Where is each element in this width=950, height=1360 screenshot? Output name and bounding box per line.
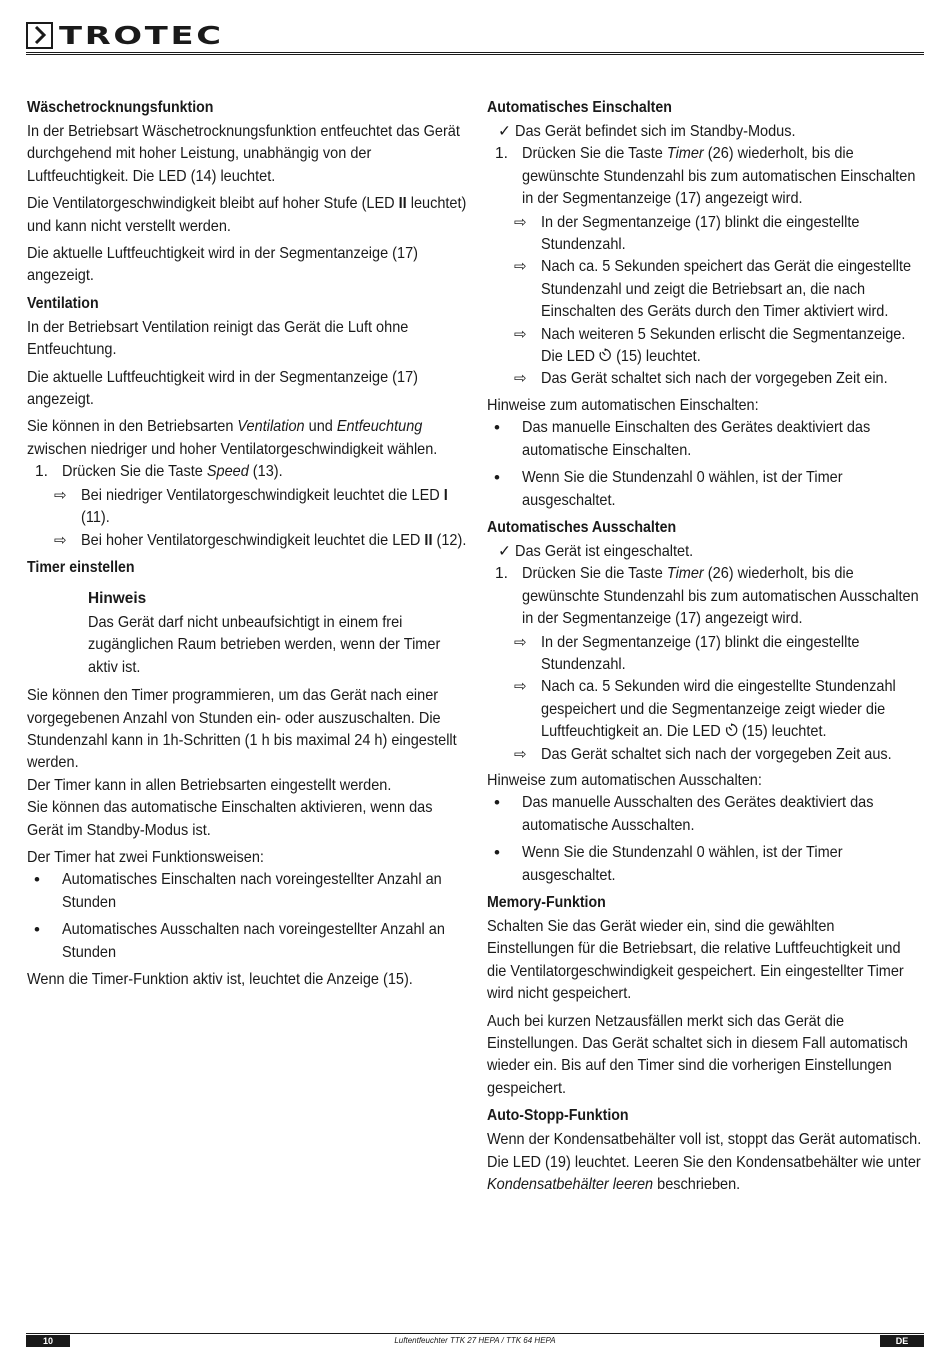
note-text: Das Gerät darf nicht unbeaufsichtigt in einem frei zugänglichen Raum betrieben werden, wenn der Timer aktiv ist.: [88, 613, 441, 676]
arrow-right-icon: ⇨: [54, 486, 67, 504]
precondition-item: ✓ Das Gerät befindet sich im Standby-Modus.: [487, 121, 923, 143]
bullet-item: • Wenn Sie die Stundenzahl 0 wählen, ist der Timer ausgeschaltet.: [494, 468, 843, 509]
step-number: 1.: [35, 463, 49, 481]
bullet-item: • Automatisches Ausschalten nach voreingestellter Anzahl an Stunden: [34, 920, 445, 961]
result-item: ⇨ Bei niedriger Ventilatorgeschwindigkeit leuchtet die LED I (11).: [54, 486, 448, 527]
bullet-icon: •: [494, 843, 500, 863]
heading-automatisches-ausschalten: Automatisches Ausschalten: [487, 518, 677, 536]
arrow-right-icon: ⇨: [514, 325, 527, 343]
left-column: [27, 97, 467, 996]
arrow-right-icon: ⇨: [514, 258, 527, 276]
paragraph: Der Timer kann in allen Betriebsarten eingestellt werden.: [27, 776, 392, 794]
check-icon: ✓: [498, 123, 512, 140]
paragraph: Die aktuelle Luftfeuchtigkeit wird in der Segmentanzeige (17) angezeigt.: [27, 368, 418, 409]
bullet-item: • Das manuelle Einschalten des Gerätes deaktiviert das automatische Einschalten.: [494, 418, 871, 459]
arrow-right-icon: ⇨: [514, 370, 527, 388]
step-number: 1.: [495, 565, 509, 583]
timer-icon: [725, 723, 738, 737]
paragraph: Wenn die Timer-Funktion aktiv ist, leuchtet die Anzeige (15).: [27, 971, 413, 988]
paragraph: Schalten Sie das Gerät wieder ein, sind die gewählten Einstellungen für die Betriebsart, die relative Luftfeuchtigkeit und die Ventilatorgeschwindigkeit gespeichert. Ein eingestellter Timer wird nicht gespeichert.: [487, 918, 904, 1003]
paragraph: Der Timer hat zwei Funktionsweisen:: [27, 848, 264, 866]
heading-timer-einstellen: Timer einstellen: [27, 558, 135, 576]
heading-memory-funktion: Memory-Funktion: [487, 894, 606, 911]
numbered-step: 1. Drücken Sie die Taste Timer (26) wiederholt, bis die gewünschte Stundenzahl bis zum automatischen Einschalten in der Segmentanzeige (17) angezeigt wird.: [495, 145, 916, 208]
numbered-step: 1. Drücken Sie die Taste Speed (13).: [27, 461, 467, 483]
bullet-icon: •: [34, 920, 40, 940]
language-badge: DE: [880, 1335, 924, 1347]
bullet-icon: •: [34, 870, 40, 890]
bullet-item: • Automatisches Einschalten nach voreingestellter Anzahl an Stunden: [34, 870, 442, 911]
arrow-right-icon: ⇨: [514, 213, 527, 231]
paragraph: Wenn der Kondensatbehälter voll ist, stoppt das Gerät automatisch. Die LED (19) leuchtet. Leeren Sie den Kondensatbehälter wie unter Kondensatbehälter leeren beschrieben.: [487, 1131, 922, 1194]
step-number: 1.: [495, 145, 509, 163]
result-item: ⇨ Nach weiteren 5 Sekunden erlischt die Segmentanzeige. Die LED (15) leuchtet.: [514, 325, 906, 366]
note-box: [27, 588, 467, 679]
numbered-step: 1. Drücken Sie die Taste Timer (26) wiederholt, bis die gewünschte Stundenzahl bis zum automatischen Ausschalten in der Segmentanzeige (17) angezeigt wird.: [495, 565, 919, 628]
paragraph: Auch bei kurzen Netzausfällen merkt sich das Gerät die Einstellungen. Das Gerät schaltet sich in diesem Fall automatisch wieder ein. Bis auf den Timer sind die vorherigen Einstellungen gespeichert.: [487, 1012, 908, 1097]
paragraph: Hinweise zum automatischen Einschalten:: [487, 396, 759, 414]
result-item: ⇨ Das Gerät schaltet sich nach der vorgegeben Zeit ein.: [487, 368, 923, 390]
paragraph: Die aktuelle Luftfeuchtigkeit wird in der Segmentanzeige (17) angezeigt.: [27, 245, 418, 285]
paragraph: In der Betriebsart Ventilation reinigt das Gerät die Luft ohne Entfeuchtung.: [27, 318, 409, 359]
arrow-right-icon: ⇨: [514, 678, 527, 696]
result-item: ⇨ In der Segmentanzeige (17) blinkt die eingestellte Stundenzahl.: [514, 633, 860, 673]
paragraph: Die Ventilatorgeschwindigkeit bleibt auf hoher Stufe (LED II leuchtet) und kann nicht verstellt werden.: [27, 195, 467, 235]
result-item: ⇨ Das Gerät schaltet sich nach der vorgegeben Zeit aus.: [487, 744, 923, 766]
result-item: ⇨ Bei hoher Ventilatorgeschwindigkeit leuchtet die LED II (12).: [27, 530, 467, 552]
brand-name: TROTEC: [59, 20, 224, 50]
arrow-right-icon: ⇨: [514, 633, 527, 651]
precondition-item: ✓ Das Gerät ist eingeschaltet.: [487, 541, 923, 563]
timer-icon: [599, 348, 612, 362]
bullet-item: • Das manuelle Ausschalten des Gerätes deaktiviert das automatische Ausschalten.: [494, 793, 874, 834]
footer-document-title: Luftentfeuchter TTK 27 HEPA / TTK 64 HEPA: [394, 1336, 556, 1345]
page-footer: [26, 1333, 924, 1346]
bullet-icon: •: [494, 468, 500, 488]
trotec-logo: [26, 20, 224, 50]
bullet-icon: •: [494, 793, 500, 813]
page-number: 10: [26, 1335, 70, 1347]
paragraph: Hinweise zum automatischen Ausschalten:: [487, 771, 762, 789]
paragraph: Sie können das automatische Einschalten aktivieren, wenn das Gerät im Standby-Modus ist.: [27, 799, 433, 839]
bullet-item: • Wenn Sie die Stundenzahl 0 wählen, ist der Timer ausgeschaltet.: [494, 843, 843, 884]
result-item: ⇨ In der Segmentanzeige (17) blinkt die eingestellte Stundenzahl.: [514, 213, 860, 254]
heading-ventilation: Ventilation: [27, 294, 99, 312]
paragraph: Sie können in den Betriebsarten Ventilation und Entfeuchtung zwischen niedriger und hoher Ventilatorgeschwindigkeit wählen.: [27, 418, 438, 458]
heading-auto-stopp-funktion: Auto-Stopp-Funktion: [487, 1107, 629, 1125]
chevron-right-icon: [26, 22, 53, 49]
arrow-right-icon: ⇨: [54, 531, 67, 549]
header-rule: [26, 52, 924, 55]
check-icon: ✓: [498, 542, 512, 560]
paragraph: Sie können den Timer programmieren, um das Gerät nach einer vorgegebenen Anzahl von Stunden ein- oder auszuschalten. Die Stundenzahl kann in 1h-Schritten (1 h bis maximal 24 h) eingestellt werden.: [27, 687, 457, 772]
right-column: [487, 97, 923, 1201]
note-title: Hinweis: [88, 589, 147, 607]
result-item: ⇨ Nach ca. 5 Sekunden speichert das Gerät die eingestellte Stundenzahl und zeigt die Betriebsart an, die nach Einschalten des Geräts durch den Timer aktiviert wird.: [514, 258, 912, 321]
result-item: ⇨ Nach ca. 5 Sekunden wird die eingestellte Stundenzahl gespeichert und die Segmentanzeige zeigt wieder die Luftfeuchtigkeit an. Die LED (15) leuchtet.: [514, 678, 896, 741]
page-header: [26, 18, 924, 58]
arrow-right-icon: ⇨: [514, 745, 527, 763]
heading-automatisches-einschalten: Automatisches Einschalten: [487, 99, 672, 116]
bullet-icon: •: [494, 418, 500, 438]
paragraph: In der Betriebsart Wäschetrocknungsfunktion entfeuchtet das Gerät durchgehend mit hoher Leistung, unabhängig von der Luftfeuchtigkeit. Die LED (14) leuchtet.: [27, 123, 460, 185]
heading-waeschetrocknung: Wäschetrocknungsfunktion: [27, 99, 214, 116]
